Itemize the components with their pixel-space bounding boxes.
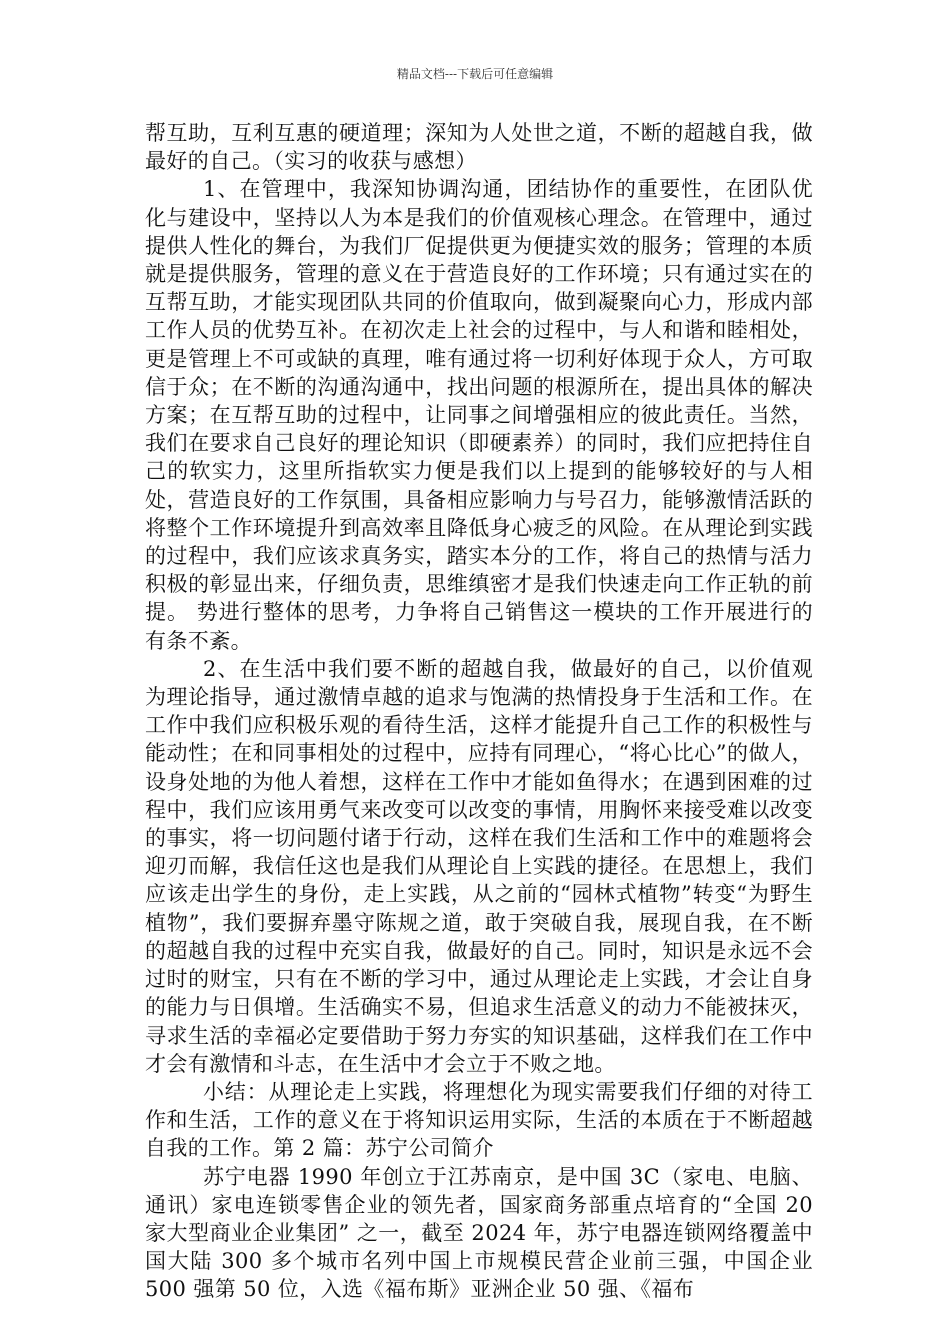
page-header: 精品文档---下载后可任意编辑 <box>396 67 554 81</box>
paragraph-life: 2、在生活中我们要不断的超越自我，做最好的自己，以价值观为理论指导，通过激情卓越的追求与饱满的热情投身于生活和工作。在工作中我们应积极乐观的看待生活，这样才能提升自己工作的积极性与能动性；在和同事相处的过程中，应持有同理心，“将心比心”的做人，设身处地的为他人着想，这样在工作中才能如鱼得水；在遇到困难的过程中，我们应该用勇气来改变可以改变的事情，用胸怀来接受难以改变的事实，将一切问题付诸于行动，这样在我们生活和工作中的难题将会迎刃而解，我信任这也是我们从理论自上实践的捷径。在思想上，我们应该走出学生的身份，走上实践，从之前的“园林式植物”转变“为野生植物”，我们要摒弃墨守陈规之道，敢于突破自我，展现自我，在不断的超越自我的过程中充实自我，做最好的自己。同时，知识是永远不会过时的财宝，只有在不断的学习中，通过从理论走上实践，才会让自身的能力与日俱增。生活确实不易，但追求生活意义的动力不能被抹灭，寻求生活的幸福必定要借助于努力夯实的知识基础，这样我们在工作中才会有激情和斗志，在生活中才会立于不败之地。 <box>145 656 813 1076</box>
document-body <box>145 119 813 1304</box>
paragraph-summary: 小结：从理论走上实践，将理想化为现实需要我们仔细的对待工作和生活，工作的意义在于将知识运用实际，生活的本质在于不断超越自我的工作。第 2 篇：苏宁公司简介 <box>145 1079 813 1161</box>
paragraph-intro: 帮互助，互利互惠的硬道理；深知为人处世之道，不断的超越自我，做最好的自己。（实习的收获与感想） <box>145 121 813 174</box>
paragraph-management: 1、在管理中，我深知协调沟通，团结协作的重要性，在团队优化与建设中，坚持以人为本是我们的价值观核心理念。在管理中，通过提供人性化的舞台，为我们厂促提供更为便捷实效的服务；管理的本质就是提供服务，管理的意义在于营造良好的工作环境；只有通过实在的互帮互助，才能实现团队共同的价值取向，做到凝聚向心力，形成内部工作人员的优势互补。在初次走上社会的过程中，与人和谐和睦相处，更是管理上不可或缺的真理，唯有通过将一切利好体现于众人，方可取信于众；在不断的沟通沟通中，找出问题的根源所在，提出具体的解决方案；在互帮互助的过程中，让同事之间增强相应的彼此责任。当然，我们在要求自己良好的理论知识（即硬素养）的同时，我们应把持住自己的软实力，这里所指软实力便是我们以上提到的能够较好的与人相处，营造良好的工作氛围，具备相应影响力与号召力，能够激情活跃的将整个工作环境提升到高效率且降低身心疲乏的风险。在从理论到实践的过程中，我们应该求真务实，踏实本分的工作，将自己的热情与活力积极的彰显出来，仔细负责，思维缜密才是我们快速走向工作正轨的前提。 势进行整体的思考，力争将自己销售这一模块的工作开展进行的有条不紊。 <box>145 177 813 653</box>
paragraph-suning-intro: 苏宁电器 1990 年创立于江苏南京，是中国 3C（家电、电脑、通讯）家电连锁零售企业的领先者，国家商务部重点培育的“全国 20 家大型商业企业集团” 之一，截至 2024 年，苏宁电器连锁网络覆盖中国大陆 300 多个城市名列中国上市规模民营企业前三强，中国企业 500 强第 50 位，入选《福布斯》亚洲企业 50 强、《福布 <box>145 1164 813 1302</box>
